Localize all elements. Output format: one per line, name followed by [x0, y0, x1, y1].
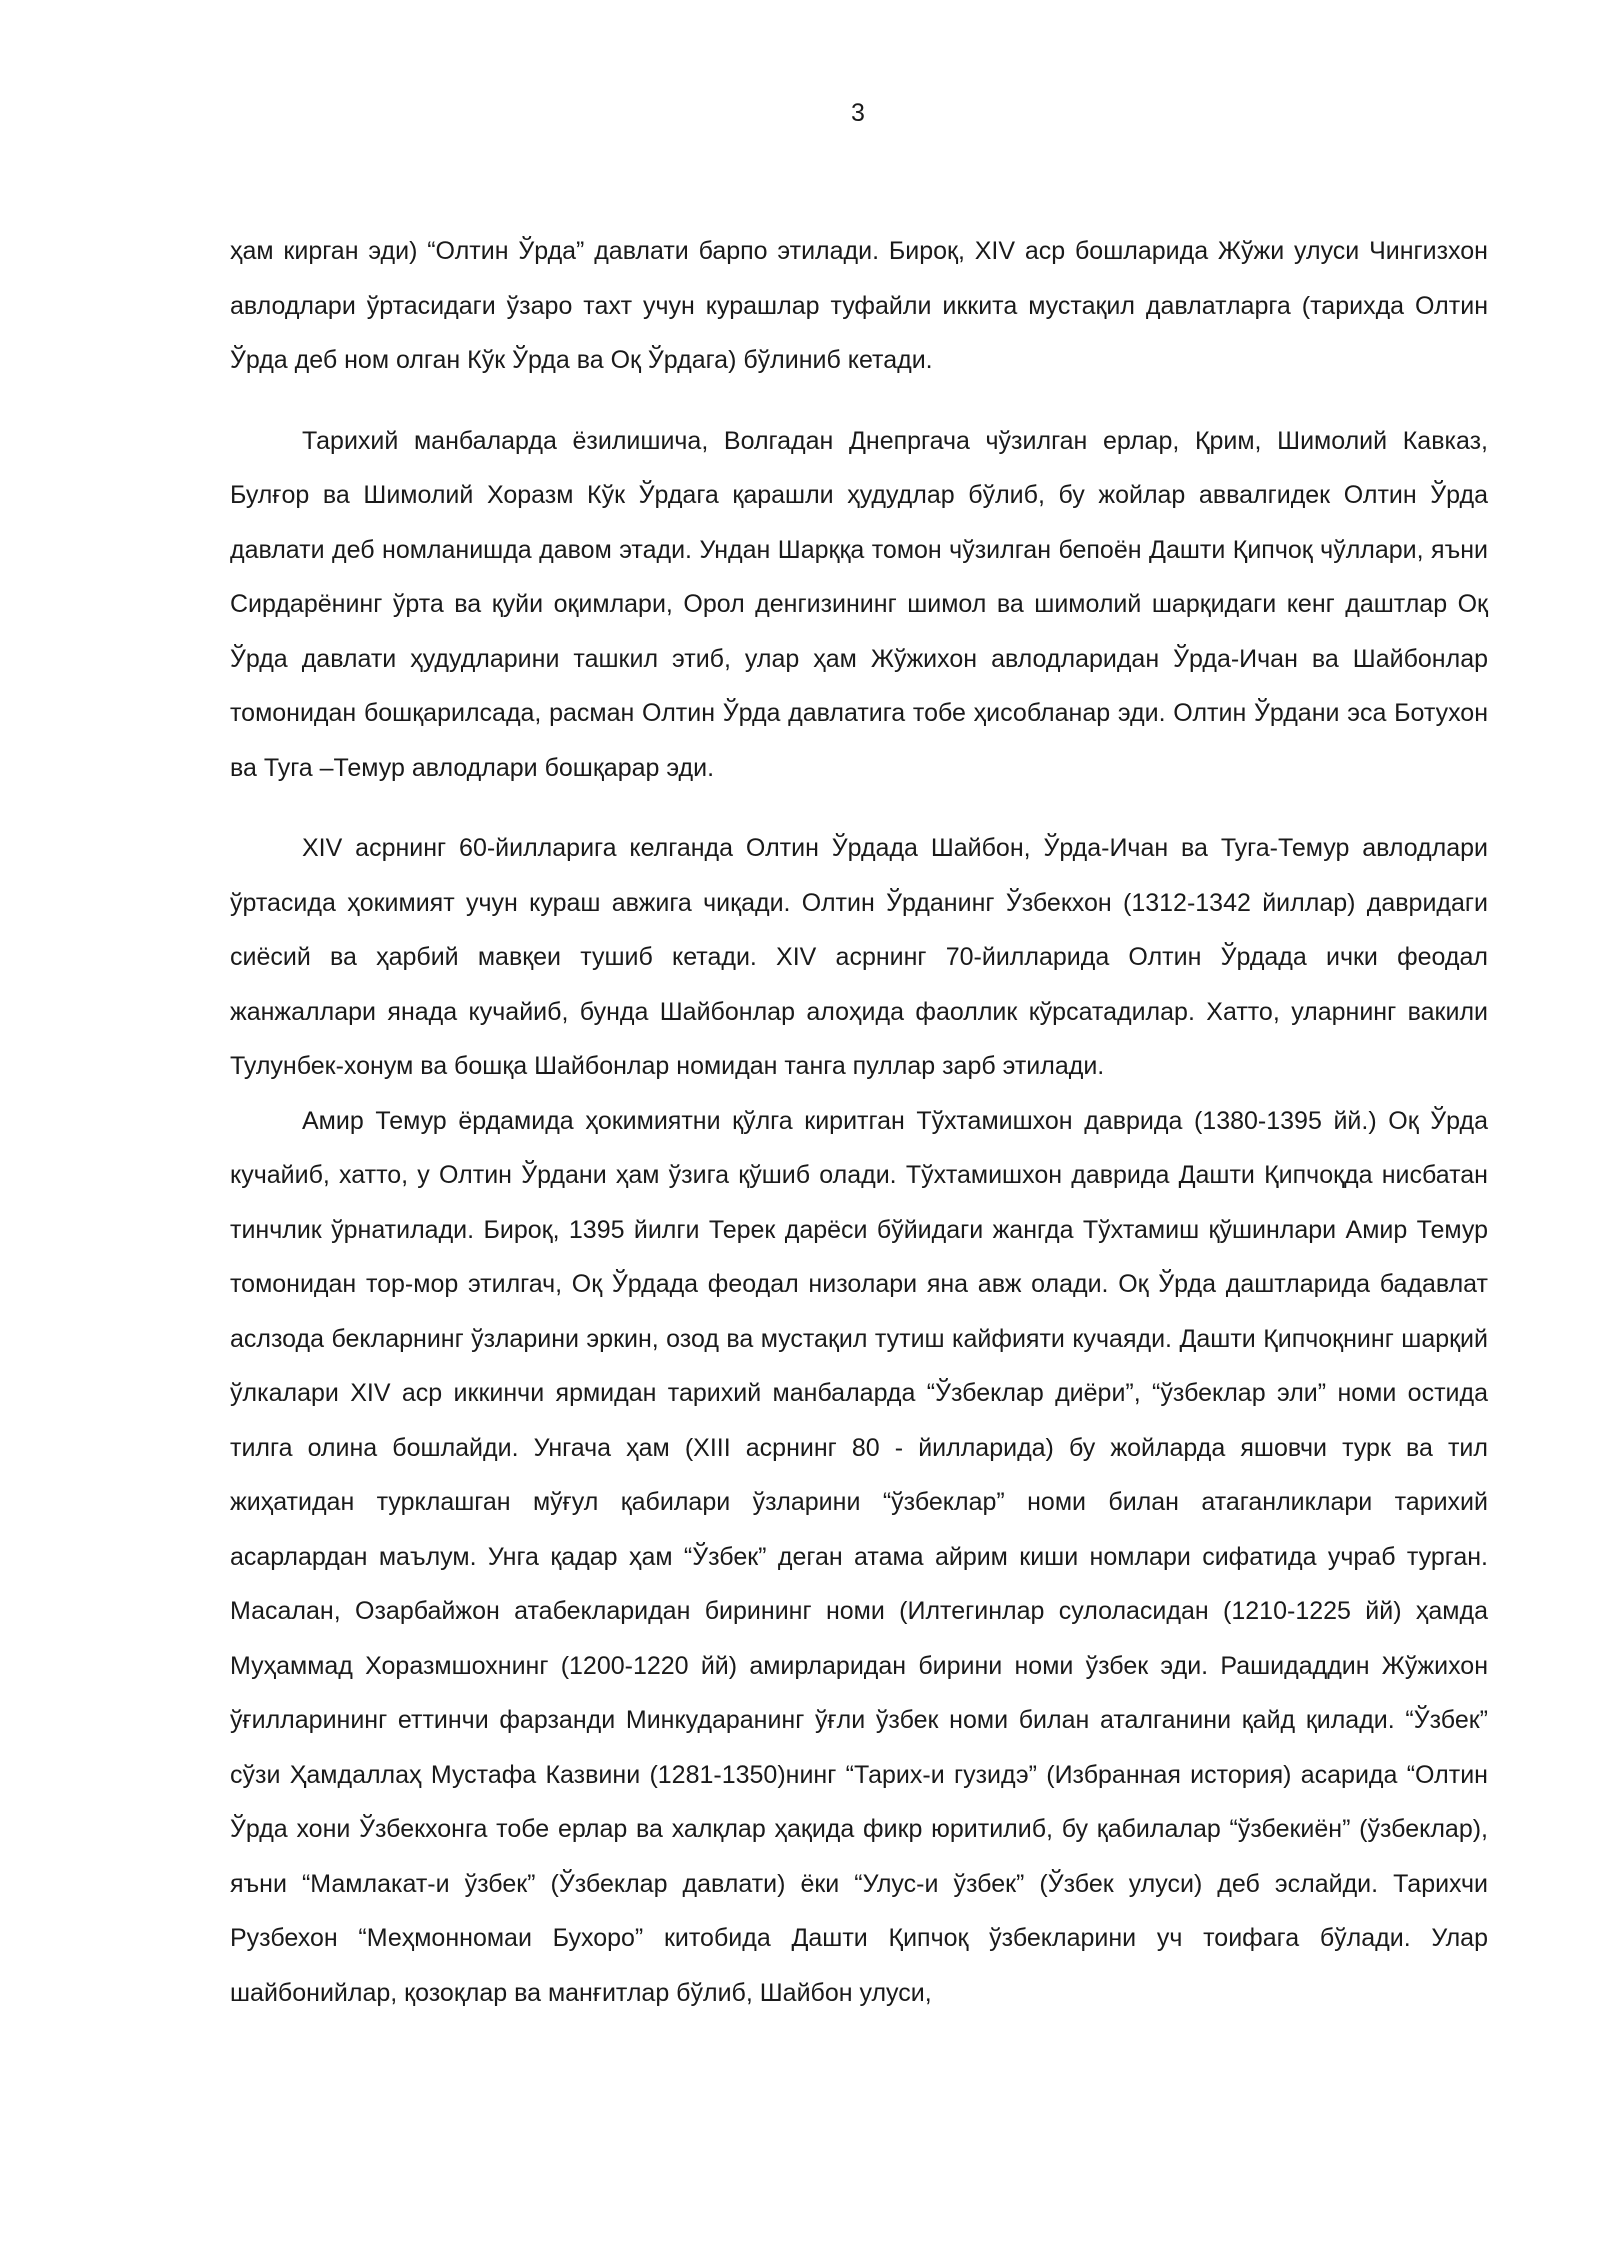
paragraph-xiv-century-conflict: XIV асрнинг 60-йилларига келганда Олтин Ўрдада Шайбон, Ўрда-Ичан ва Туга-Темур авлодлари ўртасида ҳокимият учун кураш авжига чиқади. Олтин Ўрданинг Ўзбекхон (1312-1342 йиллар) давридаги сиёсий ва ҳарбий мавқеи тушиб кетади. XIV асрнинг 70-йилларида Олтин Ўрдада ички феодал жанжаллари янада кучайиб, бунда Шайбонлар алоҳида фаоллик кўрсатадилар. Хатто, уларнинг вакили Тулунбек-хонум ва бошқа Шайбонлар номидан танга пуллар зарб этилади.: [230, 834, 1488, 1080]
paragraph-territories: Тарихий манбаларда ёзилишича, Волгадан Днепргача чўзилган ерлар, Қрим, Шимолий Кавказ, Булғор ва Шимолий Хоразм Кўк Ўрдага қарашли ҳудудлар бўлиб, бу жойлар аввалгидек Олтин Ўрда давлати деб номланишда давом этади. Ундан Шарққа томон чўзилган бепоён Дашти Қипчоқ чўллари, яъни Сирдарёнинг ўрта ва қуйи оқимлари, Орол денгизининг шимол ва шимолий шарқидаги кенг даштлар Оқ Ўрда давлати ҳудудларини ташкил этиб, улар ҳам Жўжихон авлодларидан Ўрда-Ичан ва Шайбонлар томонидан бошқарилсада, расман Олтин Ўрда давлатига тобе ҳисобланар эди. Олтин Ўрдани эса Ботухон ва Туга –Темур авлодлари бошқарар эди.: [230, 426, 1488, 782]
paragraph-continuation: ҳам кирган эди) “Олтин Ўрда” давлати барпо этилади. Бироқ, XIV аср бошларида Жўжи улуси Чингизхон авлодлари ўртасидаги ўзаро тахт учун курашлар туфайли иккита мустақил давлатларга (тарихда Олтин Ўрда деб ном олган Кўк Ўрда ва Оқ Ўрдага) бўлиниб кетади.: [230, 237, 1488, 374]
page-number: 3: [851, 99, 865, 127]
paragraph-tokhtamysh-uzbeks: Амир Темур ёрдамида ҳокимиятни қўлга киритган Тўхтамишхон даврида (1380-1395 йй.) Оқ Ўрда кучайиб, хатто, у Олтин Ўрдани ҳам ўзига қўшиб олади. Тўхтамишхон даврида Дашти Қипчоқда нисбатан тинчлик ўрнатилади. Бироқ, 1395 йилги Терек дарёси бўйидаги жангда Тўхтамиш қўшинлари Амир Темур томонидан тор-мор этилгач, Оқ Ўрдада феодал низолари яна авж олади. Оқ Ўрда даштларида бадавлат аслзода бекларнинг ўзларини эркин, озод ва мустақил тутиш кайфияти кучаяди. Дашти Қипчоқнинг шарқий ўлкалари XIV аср иккинчи ярмидан тарихий манбаларда “Ўзбеклар диёри”, “ўзбеклар эли” номи остида тилга олина бошлайди. Унгача ҳам (XIII асрнинг 80 - йилларида) бу жойларда яшовчи турк ва тил жиҳатидан турклашган мўғул қабилари ўзларини “ўзбеклар” номи билан атаганликлари тарихий асарлардан маълум. Унга қадар ҳам “Ўзбек” деган атама айрим киши номлари сифатида учраб турган. Масалан, Озарбайжон атабекларидан бирининг номи (Илтегинлар сулоласидан (1210-1225 йй) ҳамда Муҳаммад Хоразмшохнинг (1200-1220 йй) амирларидан бирини номи ўзбек эди. Рашидаддин Жўжихон ўғилларининг еттинчи фарзанди Минкударанинг ўғли ўзбек номи билан аталганини қайд қилади. “Ўзбек” сўзи Ҳамдаллаҳ Мустафа Казвини (1281-1350)нинг “Тарих-и гузидэ” (Избранная история) асарида “Олтин Ўрда хони Ўзбекхонга тобе ерлар ва халқлар ҳақида фикр юритилиб, бу қабилалар “ўзбекиён” (ўзбеклар), яъни “Мамлакат-и ўзбек” (Ўзбеклар давлати) ёки “Улус-и ўзбек” (Ўзбек улуси) деб эслайди. Тарихчи Рузбехон “Меҳмонномаи Бухоро” китобида Дашти Қипчоқ ўзбекларини уч тоифага бўлади. Улар шайбонийлар, қозоқлар ва манғитлар бўлиб, Шайбон улуси,: [230, 1106, 1488, 2007]
document-body: [230, 224, 1488, 2020]
